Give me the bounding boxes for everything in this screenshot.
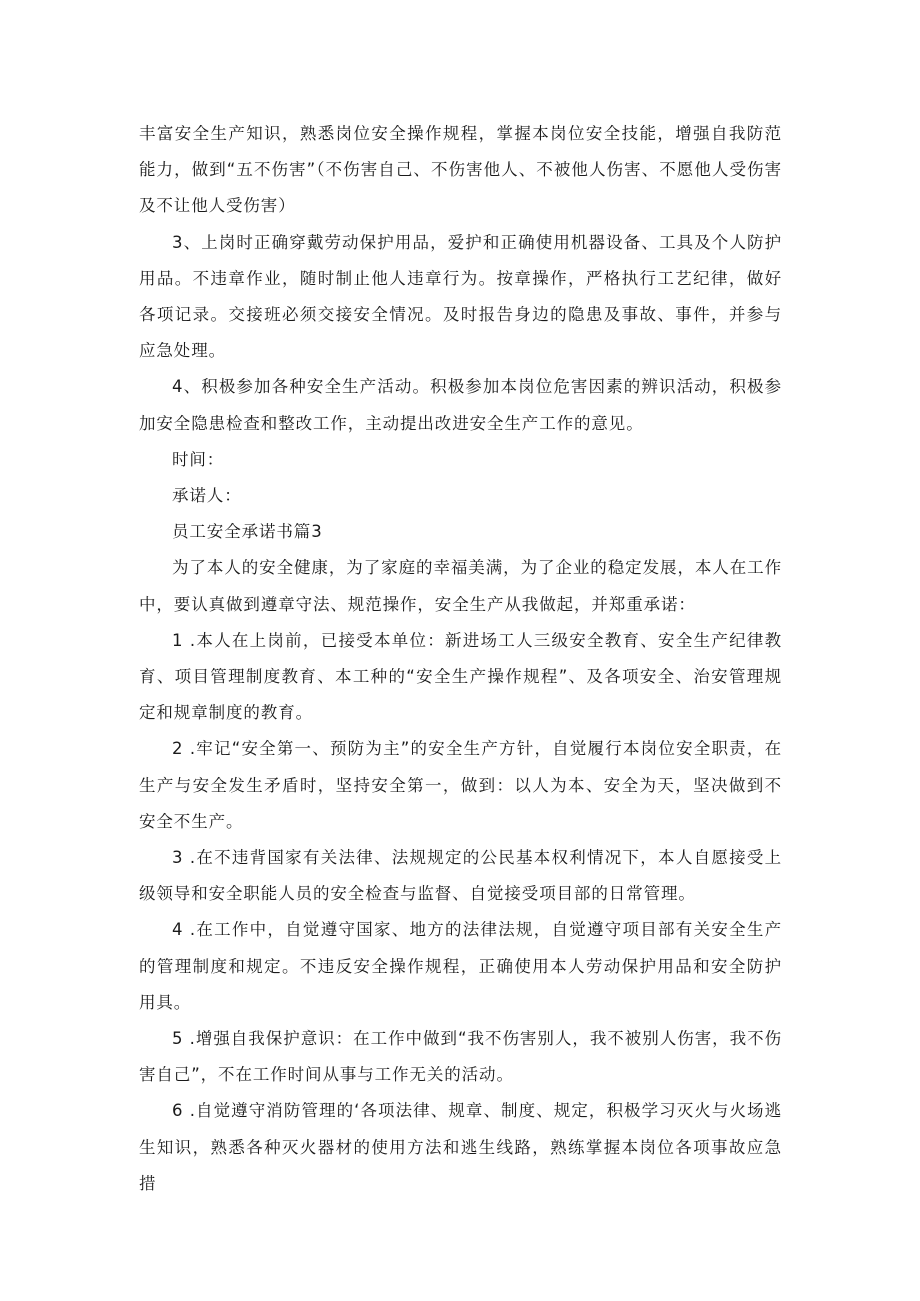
paragraph-continuation: 丰富安全生产知识，熟悉岗位安全操作规程，掌握本岗位安全技能，增强自我防范能力，做到“五不伤害”（不伤害自己、不伤害他人、不被他人伤害、不愿他人受伤害及不让他人受伤害） [139,124,782,216]
paragraph-item-4: 4、积极参加各种安全生产活动。积极参加本岗位危害因素的辨识活动，积极参加安全隐患检查和整改工作，主动提出改进安全生产工作的意见。 [139,377,782,433]
paragraph-point-6: 6 .自觉遵守消防管理的‘各项法律、规章、制度、规定，积极学习灭火与火场逃生知识，熟悉各种灭火器材的使用方法和逃生线路，熟练掌握本岗位各项事故应急措 [139,1101,782,1193]
time-label: 时间： [172,449,225,469]
paragraph-intro: 为了本人的安全健康，为了家庭的幸福美满，为了企业的稳定发展，本人在工作中，要认真做到遵章守法、规范操作，安全生产从我做起，并郑重承诺： [139,558,782,614]
paragraph-point-3: 3 .在不违背国家有关法律、法规规定的公民基本权利情况下，本人自愿接受上级领导和安全职能人员的安全检查与监督、自觉接受项目部的日常管理。 [139,848,782,904]
section-heading: 员工安全承诺书篇3 [172,522,323,542]
paragraph-point-1: 1 .本人在上岗前，已接受本单位：新进场工人三级安全教育、安全生产纪律教育、项目管理制度教育、本工种的“安全生产操作规程”、及各项安全、治安管理规定和规章制度的教育。 [139,630,782,723]
paragraph-point-4: 4 .在工作中，自觉遵守国家、地方的法律法规，自觉遵守项目部有关安全生产的管理制度和规定。不违反安全操作规程，正确使用本人劳动保护用品和安全防护用具。 [139,920,782,1012]
paragraph-point-2: 2 .牢记“安全第一、预防为主”的安全生产方针，自觉履行本岗位安全职责，在生产与安全发生矛盾时，坚持安全第一，做到：以人为本、安全为天，坚决做到不安全不生产。 [139,739,782,831]
paragraph-item-3: 3、上岗时正确穿戴劳动保护用品，爱护和正确使用机器设备、工具及个人防护用品。不违章作业，随时制止他人违章行为。按章操作，严格执行工艺纪律，做好各项记录。交接班必须交接安全情况。及时报告身边的隐患及事故、事件，并参与应急处理。 [139,232,782,361]
document-body [139,116,782,1202]
promisor-label: 承诺人： [172,486,242,506]
paragraph-point-5: 5 .增强自我保护意识：在工作中做到“我不伤害别人，我不被别人伤害，我不伤害自己”，不在工作时间从事与工作无关的活动。 [139,1029,782,1085]
